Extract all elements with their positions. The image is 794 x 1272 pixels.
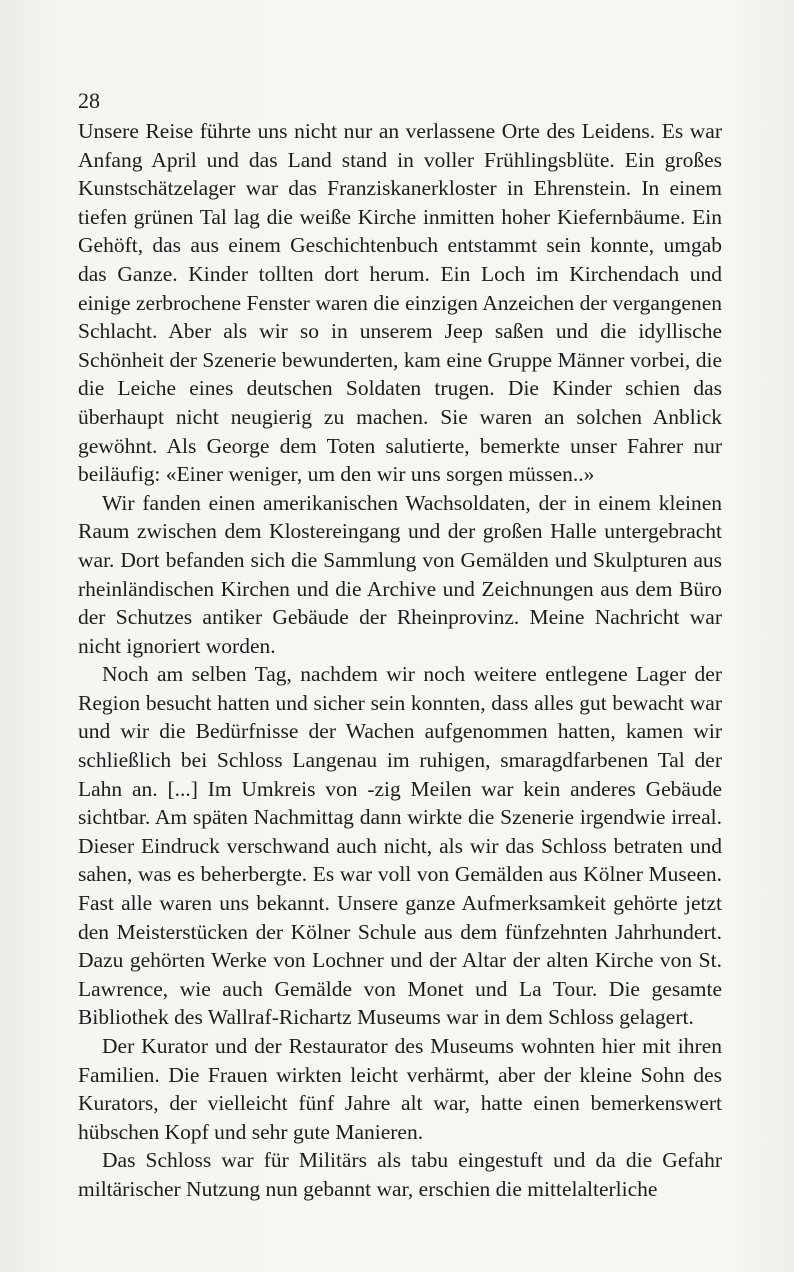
paragraph-4: Der Kurator und der Restaurator des Museums wohnten hier mit ihren Familien. Die Frauen wirkten leicht verhärmt, aber der kleine Sohn des Kurators, der vielleicht fünf Jahre alt war, hatte einen bemerkenswert hübschen Kopf und sehr gute Manieren. [78, 1034, 722, 1144]
paragraph-5: Das Schloss war für Militärs als tabu eingestuft und da die Gefahr miltärischer Nutzung nun gebannt war, erschien die mittelalterliche [78, 1148, 722, 1201]
paragraph-3: Noch am selben Tag, nachdem wir noch weitere entlegene Lager der Region besucht hatten und sicher sein konnten, dass alles gut bewacht war und wir die Bedürfnisse der Wachen aufgenommen hatten, kamen wir schließlich bei Schloss Langenau im ruhigen, smaragdfarbenen Tal der Lahn an. [...] Im Umkreis von -zig Meilen war kein anderes Gebäude sichtbar. Am späten Nachmittag dann wirkte die Szenerie irgendwie irreal. Dieser Eindruck verschwand auch nicht, als wir das Schloss betraten und sahen, was es beherbergte. Es war voll von Gemälden aus Kölner Museen. Fast alle waren uns bekannt. Unsere ganze Aufmerksamkeit gehörte jetzt den Meisterstücken der Kölner Schule aus dem fünfzehnten Jahrhundert. Dazu gehörten Werke von Lochner und der Altar der alten Kirche von St. Lawrence, wie auch Gemälde von Monet und La Tour. Die gesamte Bibliothek des Wallraf-Richartz Museums war in dem Schloss gelagert. [78, 662, 722, 1030]
paragraph-2: Wir fanden einen amerikanischen Wachsoldaten, der in einem kleinen Raum zwischen dem Klostereingang und der großen Halle untergebracht war. Dort befanden sich die Sammlung von Gemälden und Skulpturen aus rheinländischen Kirchen und die Archive und Zeichnungen aus dem Büro der Schutzes antiker Gebäude der Rheinprovinz. Meine Nachricht war nicht ignoriert worden. [78, 490, 722, 658]
paragraph-1: Unsere Reise führte uns nicht nur an verlassene Orte des Leidens. Es war Anfang April und das Land stand in voller Frühlingsblüte. Ein großes Kunstschätzelager war das Franziskanerkloster in Ehrenstein. In einem tiefen grünen Tal lag die weiße Kirche inmitten hoher Kiefernbäume. Ein Gehöft, das aus einem Geschichtenbuch entstammt sein konnte, umgab das Ganze. Kinder tollten dort herum. Ein Loch im Kirchendach und einige zerbrochene Fenster waren die einzigen Anzeichen der vergangenen Schlacht. Aber als wir so in unserem Jeep saßen und die idyllische Schönheit der Szenerie bewunderten, kam eine Gruppe Männer vorbei, die die Leiche eines deutschen Soldaten trugen. Die Kinder schien das überhaupt nicht neugierig zu machen. Sie waren an solchen Anblick gewöhnt. Als George dem Toten salutierte, bemerkte unser Fahrer nur beiläufig: «Einer weniger, um den wir uns sorgen müssen..» [78, 119, 722, 487]
body-text [78, 117, 722, 1204]
page-number: 28 [78, 88, 100, 113]
